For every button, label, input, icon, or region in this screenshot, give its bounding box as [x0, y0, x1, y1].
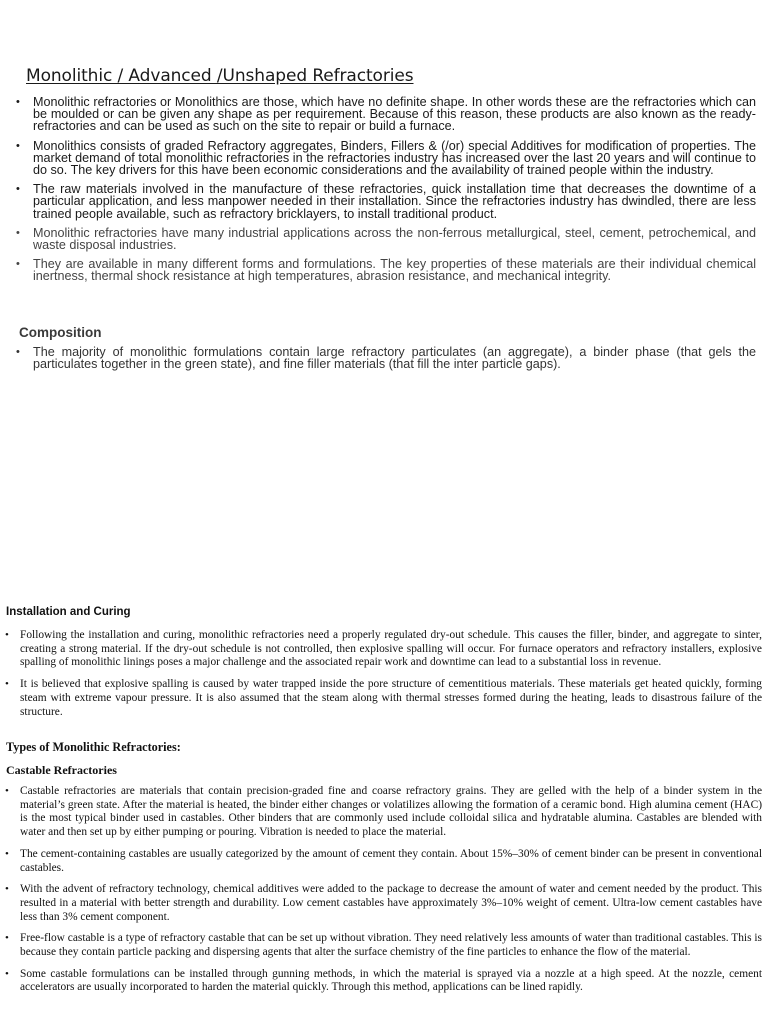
bullet-item: • Some castable formulations can be installed through gunning methods, in which the material is sprayed via a nozzle at a high speed. At the nozzle, cement accelerators are usually incorporated to harden the material quickly. Through this method, applications can be lined rapidly.	[5, 968, 762, 995]
bullet-item: • Free-flow castable is a type of refractory castable that can be set up without vibration. They need relatively less amounts of water than traditional castables. This is because they contain particle packing and dispersing agents that alter the surface chemistry of the fine particles to enhance the flow of the material.	[5, 932, 762, 959]
bullet-item: • The cement-containing castables are usually categorized by the amount of cement they contain. About 15%–30% of cement binder can be present in conventional castables.	[5, 848, 762, 875]
installation-bullet-list	[5, 629, 762, 727]
bullet-item: • Monolithic refractories have many industrial applications across the non-ferrous metallurgical, steel, cement, petrochemical, and waste disposal industries.	[16, 227, 756, 251]
bullet-item: • It is believed that explosive spalling is caused by water trapped inside the pore structure of cementitious materials. These materials get heated quickly, forming steam with extreme vapour pressure. It is also assumed that the steam along with thermal stresses formed during the heating, leads to disastrous failure of the structure.	[5, 678, 762, 719]
bullet-item: • Monolithics consists of graded Refractory aggregates, Binders, Fillers & (/or) special Additives for modification of properties. The market demand of total monolithic refractories in the refractories industry has increased over the last 20 years and will continue to do so. The key drivers for this have been economic considerations and the availability of trained people within the industry.	[16, 140, 756, 177]
composition-heading: Composition	[19, 325, 102, 340]
bullet-item: • They are available in many different forms and formulations. The key properties of these materials are their individual chemical inertness, thermal shock resistance at high temperatures, abrasion resistance, and mechanical integrity.	[16, 258, 756, 282]
bullet-item: • Following the installation and curing, monolithic refractories need a properly regulated dry-out schedule. This causes the filler, binder, and aggregate to sinter, creating a strong material. If the dry-out schedule is not controlled, then explosive spalling will occur. For furnace operators and refractory installers, explosive spalling of monolithic linings poses a major challenge and the associated repair work and downtime can lead to a substantial loss in revenue.	[5, 629, 762, 670]
composition-bullet-list	[16, 346, 756, 370]
slide-title: Monolithic / Advanced /Unshaped Refractories	[26, 66, 414, 86]
intro-bullet-list	[16, 96, 756, 290]
types-heading: Types of Monolithic Refractories:	[6, 740, 181, 754]
bullet-item: • Monolithic refractories or Monolithics are those, which have no definite shape. In other words these are the refractories which can be moulded or can be given any shape as per requirement. Because of this reason, these products are also known as the ready-refractories and can be used as such on the site to repair or build a furnace.	[16, 96, 756, 133]
castable-bullet-list	[5, 785, 762, 1003]
bullet-item: • With the advent of refractory technology, chemical additives were added to the package to decrease the amount of water and cement needed by the product. This resulted in a material with better strength and durability. Low cement castables have approximately 3%–10% weight of cement. Ultra-low cement castables have less than 3% cement component.	[5, 883, 762, 924]
installation-heading: Installation and Curing	[6, 606, 131, 618]
bullet-item: • The majority of monolithic formulations contain large refractory particulates (an aggregate), a binder phase (that gels the particulates together in the green state), and fine filler materials (that fill the inter particle gaps).	[16, 346, 756, 370]
castable-subheading: Castable Refractories	[6, 763, 117, 777]
bullet-item: • Castable refractories are materials that contain precision-graded fine and coarse refractory grains. They are gelled with the help of a binder system in the material’s green state. After the material is heated, the binder either changes or volatilizes allowing the formation of a ceramic bond. High alumina cement (HAC) is the most typical binder used in castables. Other binders that are commonly used include colloidal silica and hydratable alumina. Castables are blended with water and then set up by either pumping or pouring. Vibration is needed to place the material.	[5, 785, 762, 840]
bullet-item: • The raw materials involved in the manufacture of these refractories, quick installation time that decreases the downtime of a particular application, and less manpower needed in their installation. Since the refractories industry has dwindled, there are less trained people available, such as refractory bricklayers, to install traditional product.	[16, 183, 756, 220]
